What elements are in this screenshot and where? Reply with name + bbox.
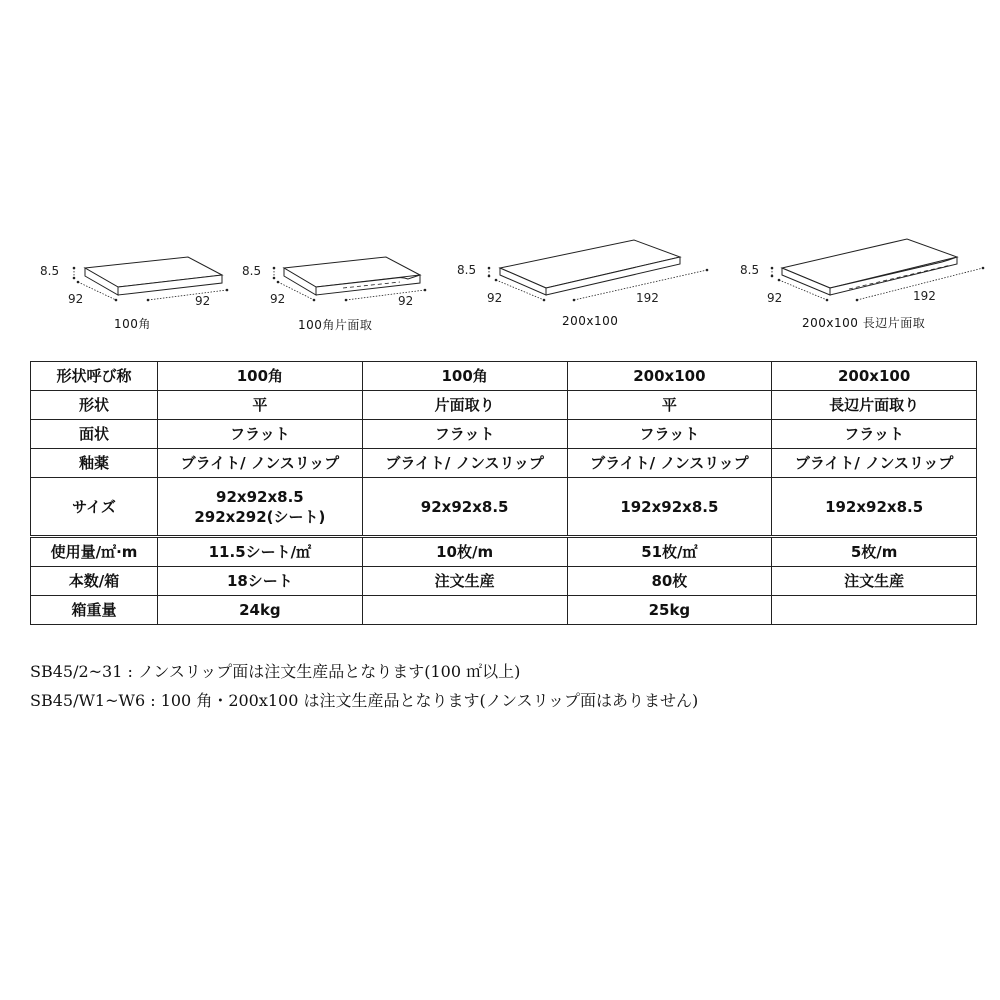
notes — [30, 657, 698, 715]
table-cell: 192x92x8.5 — [772, 478, 977, 537]
table-cell: 192x92x8.5 — [567, 478, 772, 537]
row-header: 使用量/㎡·m — [31, 537, 158, 567]
table-cell: 11.5シート/㎡ — [158, 537, 363, 567]
table-cell: フラット — [772, 420, 977, 449]
table-row — [31, 596, 977, 625]
table-cell: 18シート — [158, 567, 363, 596]
table-cell: 注文生産 — [362, 567, 567, 596]
tile-figure-200-chamfer — [737, 230, 1000, 340]
table-cell: 51枚/㎡ — [567, 537, 772, 567]
row-header: 釉薬 — [31, 449, 158, 478]
tile-figure-200-flat — [452, 230, 722, 340]
table-cell: 24kg — [158, 596, 363, 625]
row-header: 箱重量 — [31, 596, 158, 625]
tile-figure-100-chamfer — [238, 230, 428, 340]
width-label: 192 — [913, 289, 936, 303]
figure-caption: 100角 — [114, 317, 151, 331]
note-line: SB45/2~31 : ノンスリップ面は注文生産品となります(100 ㎡以上) — [30, 662, 521, 681]
figure-caption: 200x100 長辺片面取 — [802, 316, 926, 330]
table-cell: 100角 — [158, 362, 363, 391]
width-label: 92 — [195, 294, 211, 308]
note-line: SB45/W1~W6 : 100 角・200x100 は注文生産品となります(ノンスリップ面はありません) — [30, 691, 699, 710]
table-cell: 注文生産 — [772, 567, 977, 596]
table-row — [31, 391, 977, 420]
table-cell: 92x92x8.5 292x292(シート) — [158, 478, 363, 537]
table-row — [31, 478, 977, 537]
depth-label: 92 — [487, 291, 503, 305]
depth-label: 92 — [68, 292, 84, 306]
figure-caption: 100角片面取 — [298, 318, 373, 332]
table-cell: 長辺片面取り — [772, 391, 977, 420]
table-cell: フラット — [158, 420, 363, 449]
table-row — [31, 362, 977, 391]
table-row — [31, 567, 977, 596]
figure-caption: 200x100 — [562, 314, 619, 328]
table-cell: 80枚 — [567, 567, 772, 596]
table-cell: ブライト/ ノンスリップ — [362, 449, 567, 478]
table-cell: ブライト/ ノンスリップ — [567, 449, 772, 478]
table-cell: フラット — [362, 420, 567, 449]
depth-label: 92 — [767, 291, 783, 305]
depth-label: 92 — [270, 292, 286, 306]
table-cell: 25kg — [567, 596, 772, 625]
table-cell: 200x100 — [772, 362, 977, 391]
width-label: 92 — [398, 294, 414, 308]
table-cell: 片面取り — [362, 391, 567, 420]
height-label: 8.5 — [242, 264, 262, 278]
row-header: 形状 — [31, 391, 158, 420]
table-cell: 100角 — [362, 362, 567, 391]
table-row — [31, 420, 977, 449]
table-cell: 平 — [158, 391, 363, 420]
table-cell: 5枚/m — [772, 537, 977, 567]
table-cell — [362, 596, 567, 625]
width-label: 192 — [636, 291, 659, 305]
row-header: 面状 — [31, 420, 158, 449]
table-cell — [772, 596, 977, 625]
table-cell: フラット — [567, 420, 772, 449]
spec-table-body — [31, 362, 977, 625]
table-cell: ブライト/ ノンスリップ — [158, 449, 363, 478]
row-header: サイズ — [31, 478, 158, 537]
table-cell: ブライト/ ノンスリップ — [772, 449, 977, 478]
table-cell: 平 — [567, 391, 772, 420]
row-header: 形状呼び称 — [31, 362, 158, 391]
height-label: 8.5 — [740, 263, 760, 277]
row-header: 本数/箱 — [31, 567, 158, 596]
table-cell: 92x92x8.5 — [362, 478, 567, 537]
table-row — [31, 537, 977, 567]
height-label: 8.5 — [457, 263, 477, 277]
spec-table — [30, 361, 977, 625]
tile-figure-100-flat — [30, 230, 220, 340]
table-cell: 10枚/m — [362, 537, 567, 567]
table-row — [31, 449, 977, 478]
height-label: 8.5 — [40, 264, 60, 278]
table-cell: 200x100 — [567, 362, 772, 391]
